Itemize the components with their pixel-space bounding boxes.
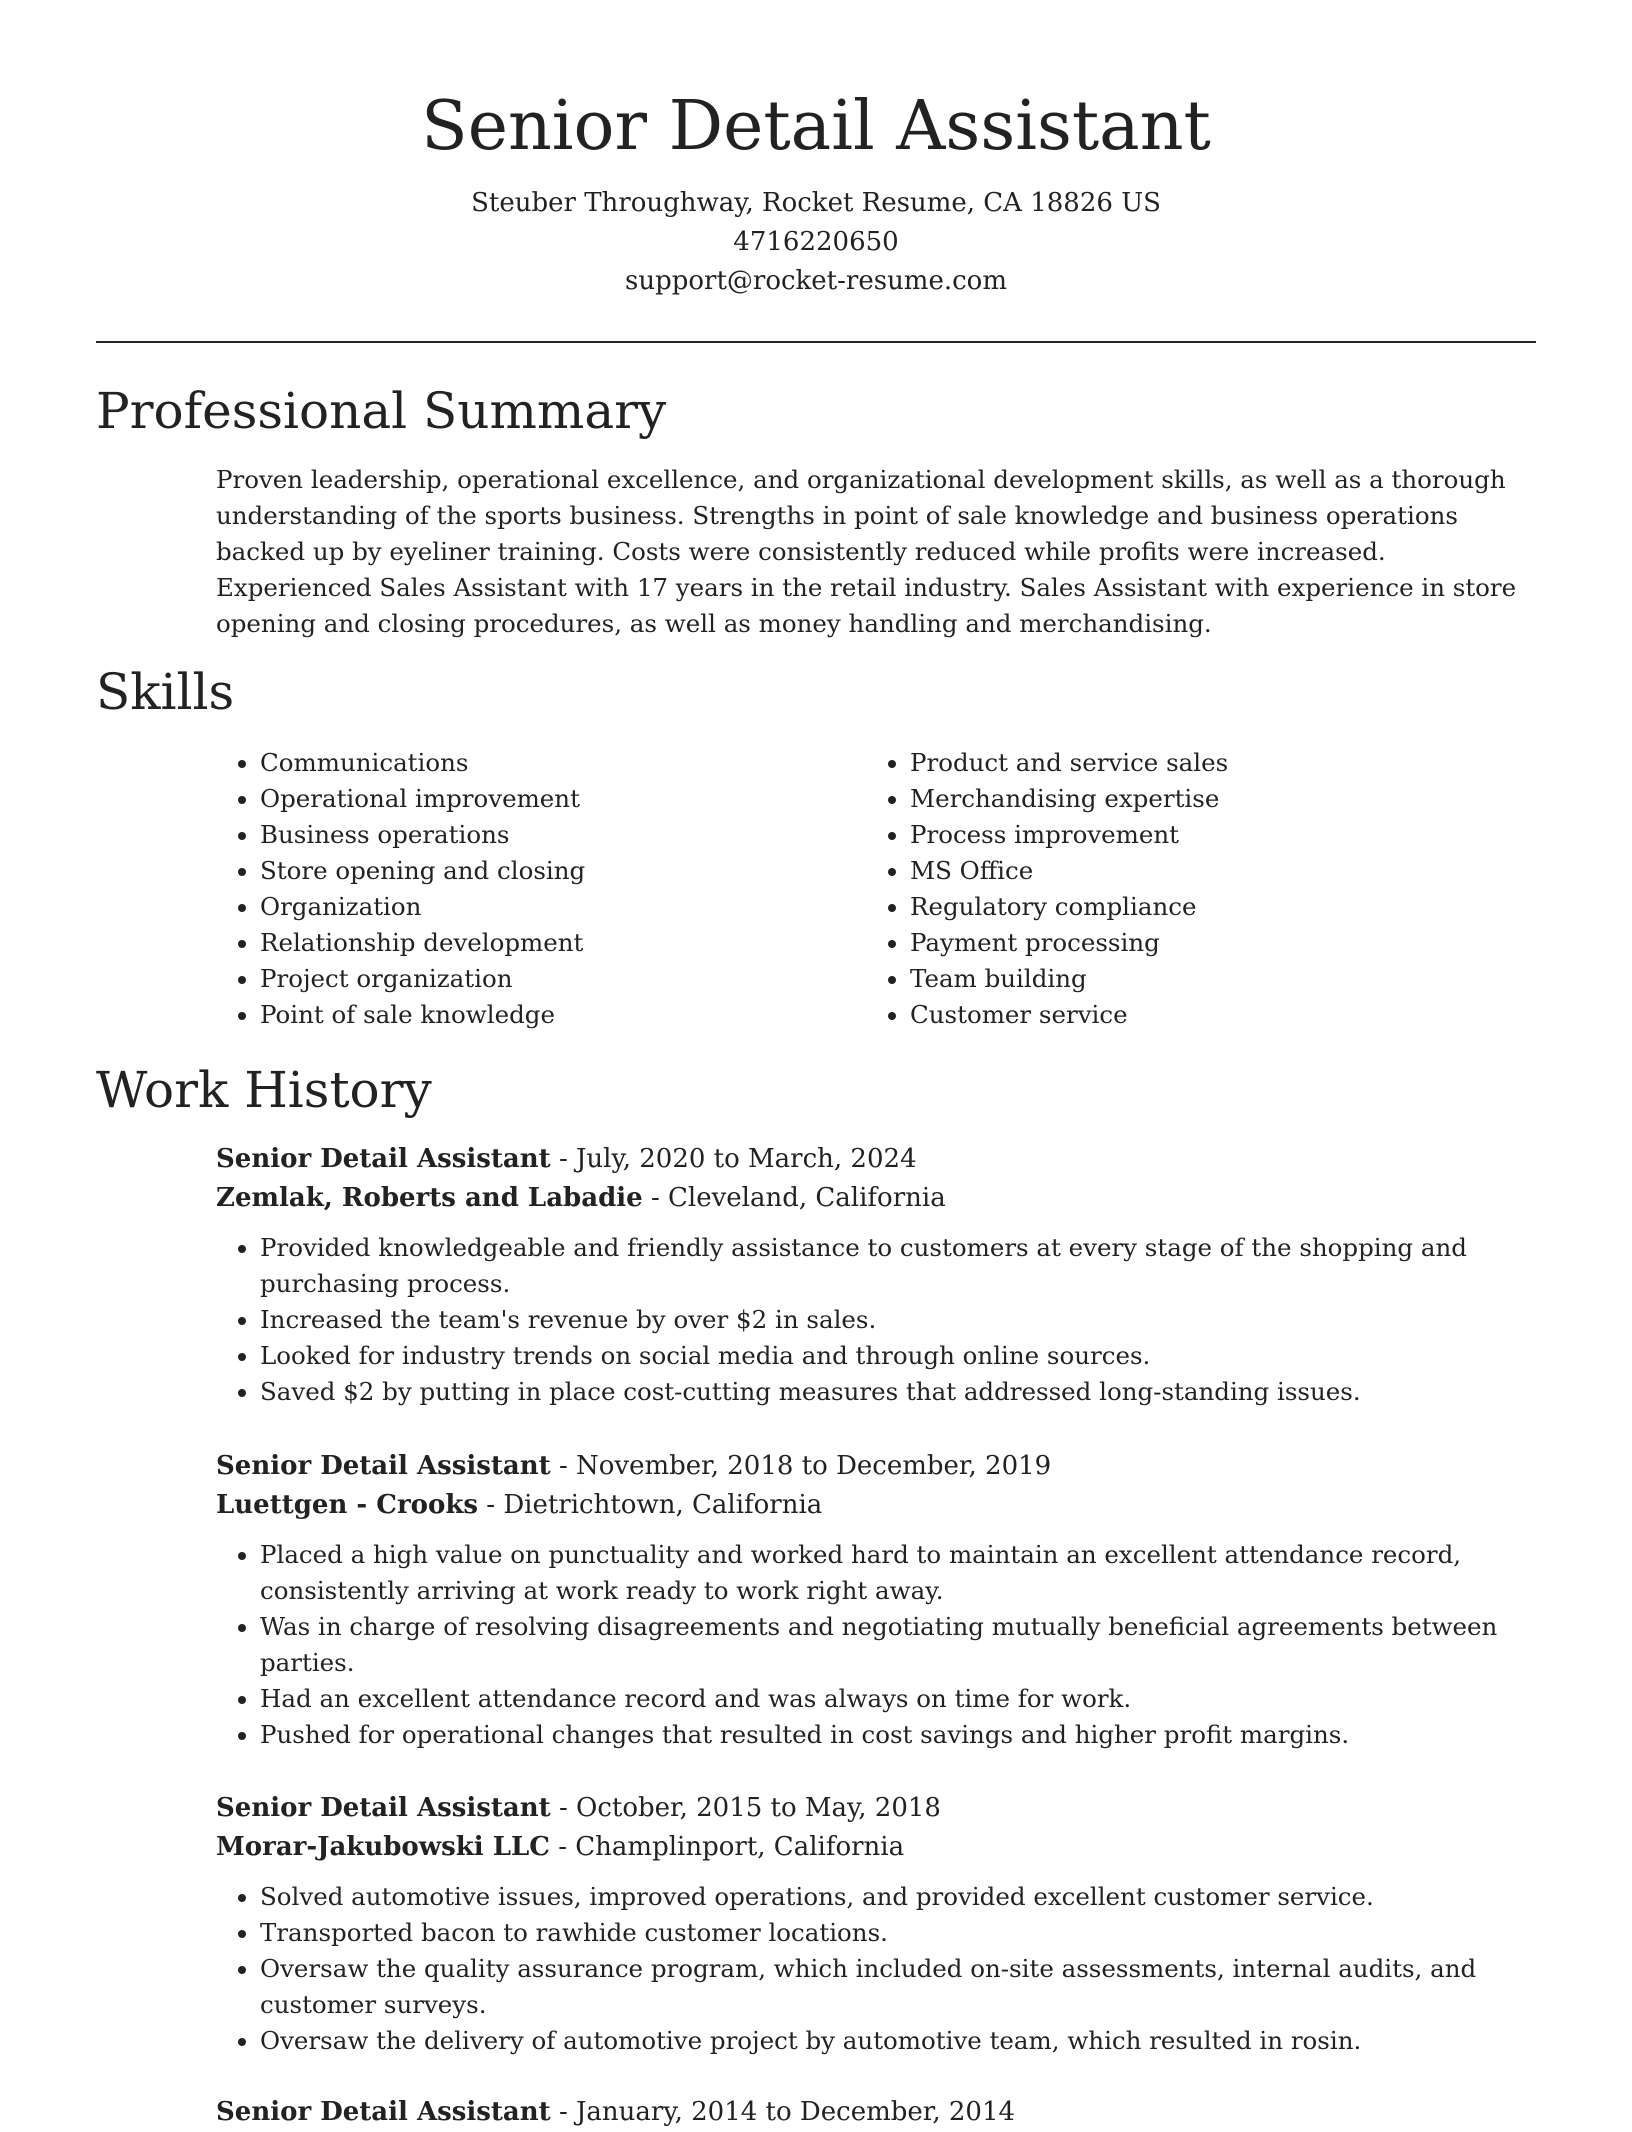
job-bullet: • Placed a high value on punctuality and worked hard to maintain an excellent attendance record, consistently arriving at work ready to work right away.: [260, 1537, 1536, 1609]
skill-item: • Customer service: [910, 997, 1516, 1033]
skills-list: [216, 745, 1536, 1033]
job-company-line: [216, 1486, 1536, 1525]
skill-item: • Point of sale knowledge: [260, 997, 866, 1033]
skill-item: • Regulatory compliance: [910, 889, 1516, 925]
skill-item: • Product and service sales: [910, 745, 1516, 781]
job-dates: - November, 2018 to December, 2019: [550, 1451, 1052, 1481]
job-position: Senior Detail Assistant: [216, 2097, 551, 2127]
job-entry: [216, 2093, 1536, 2132]
job-title-line: [216, 1447, 1536, 1486]
job-dates: - October, 2015 to May, 2018: [550, 1793, 941, 1823]
job-bullets: [216, 1537, 1536, 1753]
skill-item: • Communications: [260, 745, 866, 781]
skill-item: • MS Office: [910, 853, 1516, 889]
job-company: Zemlak, Roberts and Labadie: [216, 1183, 643, 1213]
job-bullet: • Had an excellent attendance record and was always on time for work.: [260, 1681, 1536, 1717]
job-dates: - January, 2014 to December, 2014: [550, 2097, 1016, 2127]
job-entry: [216, 1789, 1536, 2059]
job-bullet: • Oversaw the delivery of automotive project by automotive team, which resulted in rosin.: [260, 2023, 1536, 2059]
skill-item: • Team building: [910, 961, 1516, 997]
skill-item: • Operational improvement: [260, 781, 866, 817]
job-bullet: • Pushed for operational changes that resulted in cost savings and higher profit margins.: [260, 1717, 1536, 1753]
job-position: Senior Detail Assistant: [216, 1144, 551, 1174]
job-location: - Dietrichtown, California: [478, 1490, 823, 1520]
skill-item: • Business operations: [260, 817, 866, 853]
job-bullets: [216, 1879, 1536, 2059]
skill-item: • Relationship development: [260, 925, 866, 961]
skills-column-right: [866, 745, 1516, 1033]
email-link[interactable]: support@rocket-resume.com: [624, 266, 1007, 296]
job-bullet: • Looked for industry trends on social media and through online sources.: [260, 1338, 1536, 1374]
job-bullet: • Was in charge of resolving disagreements and negotiating mutually beneficial agreements between parties.: [260, 1609, 1536, 1681]
skill-item: • Store opening and closing: [260, 853, 866, 889]
job-title-line: [216, 1140, 1536, 1179]
job-bullet: • Transported bacon to rawhide customer locations.: [260, 1915, 1536, 1951]
job-bullets: [216, 1230, 1536, 1410]
contact-info: [0, 184, 1632, 301]
skills-column-left: [216, 745, 866, 1033]
skill-item: • Organization: [260, 889, 866, 925]
job-bullet: • Provided knowledgeable and friendly assistance to customers at every stage of the shopping and purchasing process.: [260, 1230, 1536, 1302]
resume-header: [0, 0, 1632, 301]
job-bullet: • Saved $2 by putting in place cost-cutting measures that addressed long-standing issues.: [260, 1374, 1536, 1410]
skill-item: • Merchandising expertise: [910, 781, 1516, 817]
job-company-line: [216, 1828, 1536, 1867]
work-history-heading: Work History: [96, 1061, 432, 1119]
job-company: Luettgen - Crooks: [216, 1490, 478, 1520]
job-dates: - July, 2020 to March, 2024: [550, 1144, 917, 1174]
job-title-line: [216, 2093, 1536, 2132]
job-title-line: [216, 1789, 1536, 1828]
job-location: - Cleveland, California: [642, 1183, 946, 1213]
skill-item: • Project organization: [260, 961, 866, 997]
job-location: - Champlinport, California: [549, 1832, 905, 1862]
job-company: Morar-Jakubowski LLC: [216, 1832, 550, 1862]
phone-text: 4716220650: [733, 227, 899, 257]
summary-text: Proven leadership, operational excellence, and organizational development skills, as well as a thorough understanding of the sports business. Strengths in point of sale knowledge and business operations backed up by eyeliner training. Costs were consistently reduced while profits were increased. Experienced Sales Assistant with 17 years in the retail industry. Sales Assistant with experience in store opening and closing procedures, as well as money handling and merchandising.: [216, 465, 1517, 638]
job-bullet: • Oversaw the quality assurance program, which included on-site assessments, internal audits, and customer surveys.: [260, 1951, 1536, 2023]
skill-item: • Payment processing: [910, 925, 1516, 961]
job-bullet: • Solved automotive issues, improved operations, and provided excellent customer service.: [260, 1879, 1536, 1915]
address-text: Steuber Throughway, Rocket Resume, CA 18826 US: [471, 188, 1161, 218]
job-entry: [216, 1447, 1536, 1753]
job-position: Senior Detail Assistant: [216, 1793, 551, 1823]
job-company-line: [216, 1179, 1536, 1218]
job-position: Senior Detail Assistant: [216, 1451, 551, 1481]
job-bullet: • Increased the team's revenue by over $2 in sales.: [260, 1302, 1536, 1338]
page-title: Senior Detail Assistant: [421, 87, 1211, 166]
summary-heading: Professional Summary: [96, 382, 667, 440]
job-entry: [216, 1140, 1536, 1410]
skills-heading: Skills: [96, 663, 235, 721]
header-divider: [96, 341, 1536, 343]
skill-item: • Process improvement: [910, 817, 1516, 853]
